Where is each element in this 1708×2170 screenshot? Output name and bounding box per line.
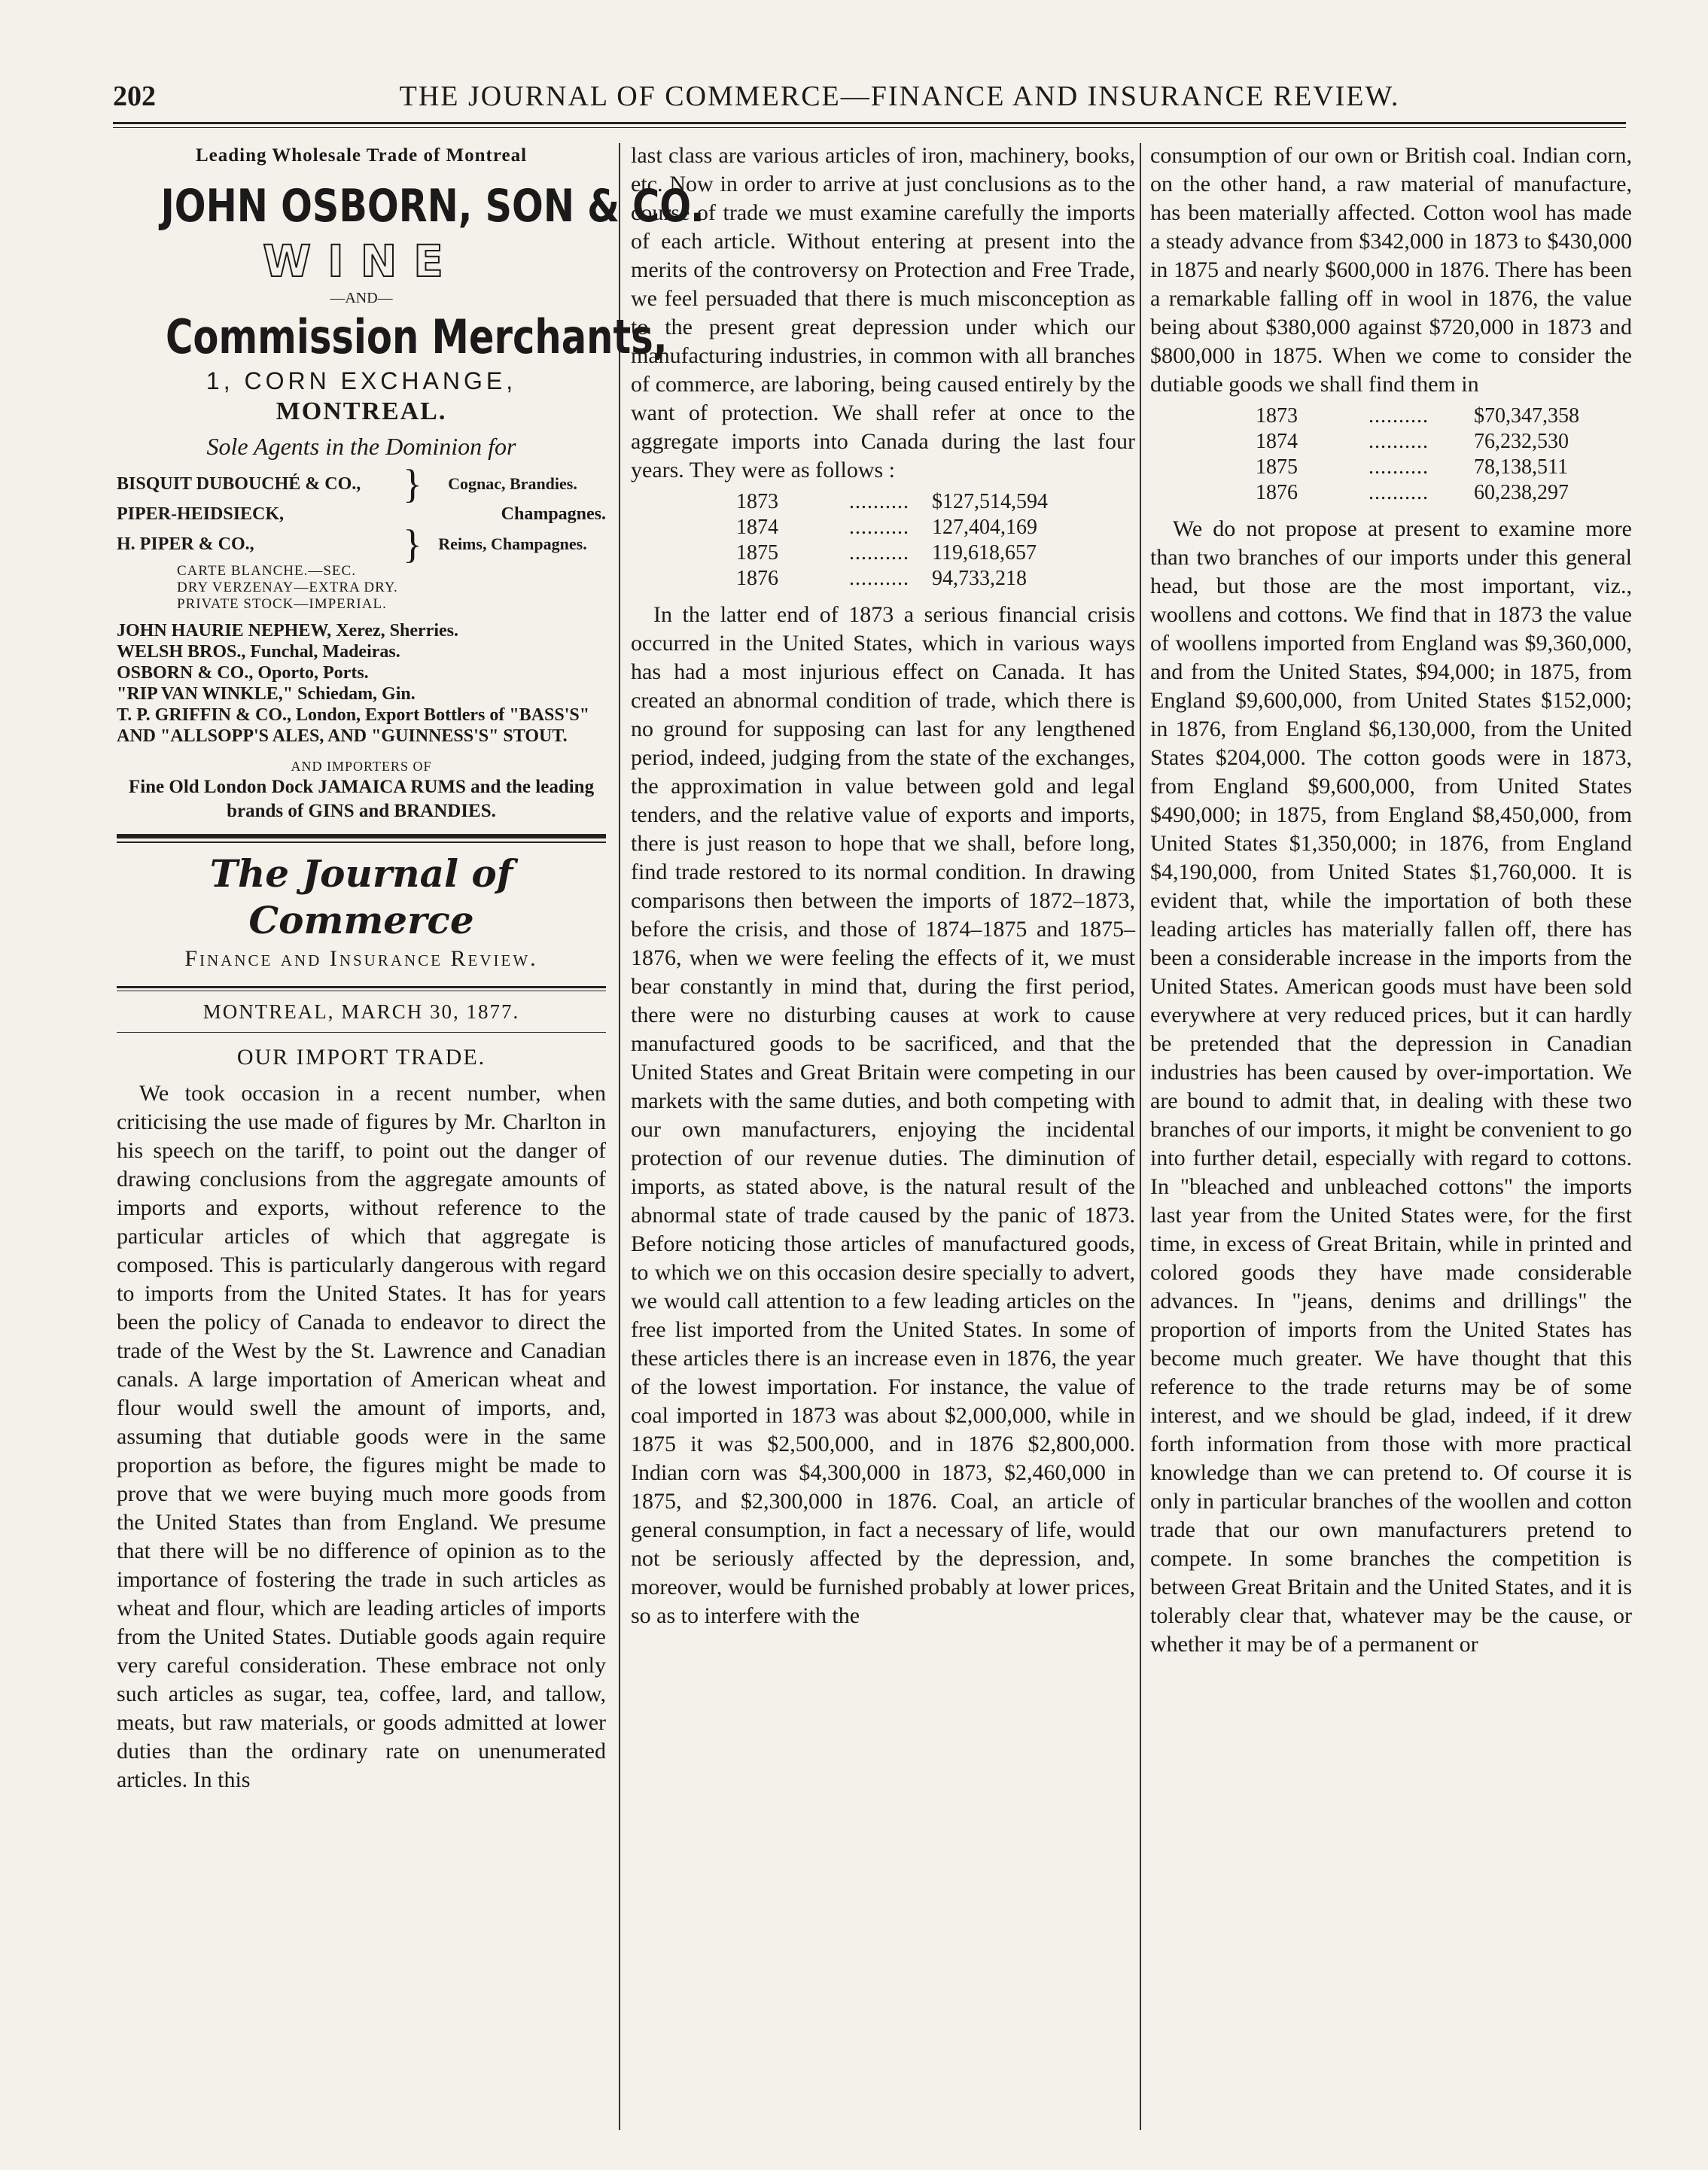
table-row [1256,429,1632,455]
table-year: 1876 [736,567,778,590]
dutiable-goods-table [1150,403,1632,506]
ad-city: MONTREAL. [276,397,447,425]
ad-rule [117,842,606,843]
sub-brand: PRIVATE STOCK—IMPERIAL. [177,596,387,612]
page-number: 202 [113,81,156,112]
table-leader: .......... [849,490,909,513]
ad-rule [117,834,606,838]
table-row [1256,480,1632,506]
table-leader: .......... [1369,404,1429,428]
article-paragraph: last class are various articles of iron, machinery, books, etc. Now in order to arrive at just conclusions as to the course of trade we must examine carefully the imports of each article. Without entering at present into the merits of the controversy on Protection and Free Trade, we feel persuaded that there is much misconception as to the present great depression under which our manufacturing industries, in common with all branches of commerce, are laboring, being caused entirely by the want of protection. We shall refer at once to the aggregate imports into Canada during the last four years. They were as follows : [631,143,1135,482]
table-year: 1873 [1256,404,1298,428]
column-rule [1140,143,1141,2130]
dateline-rule [117,986,606,991]
brand-name: BISQUIT DUBOUCHÉ & CO., [117,474,361,494]
table-row [1256,403,1632,429]
brand-kind: Champagnes. [501,504,606,524]
table-year: 1875 [736,541,778,565]
ad-agent: JOHN HAURIE NEPHEW, Xerez, Sherries. [117,621,458,641]
table-value: 127,404,169 [932,516,1037,539]
ad-and: —AND— [330,290,393,306]
ad-sole-agents: Sole Agents in the Dominion for [206,433,516,460]
table-year: 1874 [1256,430,1298,453]
ad-top-line: Leading Wholesale Trade of Montreal [195,145,528,166]
table-leader: .......... [849,541,909,565]
sub-brand: CARTE BLANCHE.—SEC. [177,563,356,579]
dateline-rule [117,1032,606,1033]
table-value: $70,347,358 [1474,404,1579,428]
brand-kind: Cognac, Brandies. [448,474,577,493]
column-1 [117,142,705,2136]
column-2 [631,142,1135,2136]
ad-agent: "RIP VAN WINKLE," Schiedam, Gin. [117,684,416,704]
ad-address: 1, CORN EXCHANGE, [206,367,517,394]
masthead-subtitle: Finance and Insurance Review. [184,946,538,971]
brand-kind: Reims, Champagnes. [438,534,587,553]
table-row [736,515,1135,540]
column-3 [1150,142,1632,2136]
article-paragraph: consumption of our own or British coal. Indian corn, on the other hand, a raw material of manufacture, has been materially affected. Cotton wool has made a steady advance from $342,000 in 1873 to $430,000 in 1875 and nearly $600,000 in 1876. There has been a remarkable falling off in wool in 1876, the value being about $380,000 against $720,000 in 1873 and $800,000 in 1875. When we come to consider the dutiable goods we shall find them in [1150,143,1632,397]
ad-fine-old: Fine Old London Dock JAMAICA RUMS and the leading brands of GINS and BRANDIES. [128,777,595,821]
article-title: OUR IMPORT TRADE. [236,1045,486,1070]
brace-icon: } [403,522,422,567]
table-value: 60,238,297 [1474,481,1569,504]
aggregate-imports-table [631,489,1135,592]
table-year: 1874 [736,516,778,539]
ad-brand [117,503,606,525]
table-value: 94,733,218 [932,567,1027,590]
dateline: MONTREAL, MARCH 30, 1877. [202,1000,520,1023]
brand-name: PIPER-HEIDSIECK, [117,504,285,524]
ad-agent: OSBORN & CO., Oporto, Ports. [117,663,369,683]
brand-name: H. PIPER & CO., [117,534,254,554]
masthead-title: The Journal of Commerce [209,851,513,942]
article-paragraph: We took occasion in a recent number, when criticising the use made of figures by Mr. Charlton in his speech on the tariff, to point out the danger of drawing conclusions from the aggregate amounts of imports and exports, without reference to the particular articles of which that aggregate is composed. This is particularly dangerous with regard to imports from the United States. It has for years been the policy of Canada to endeavor to direct the trade of the West by the St. Lawrence and Canadian canals. A large importation of American wheat and flour would swell the amount of imports, and, assuming that dutiable goods were in the same proportion as before, the figures might be made to prove that we were buying much more goods from the United States than from England. We presume that there will be no difference of opinion as to the importance of fostering the trade in such articles as wheat and flour, which are leading articles of imports from the United States. Dutiable goods again require very careful consideration. These embrace not only such articles as sugar, tea, coffee, lard, and tallow, meats, but raw materials, or goods admitted at lower duties than the ordinary rate on unenumerated articles. In this [117,1081,606,1792]
column-rule [619,143,620,2130]
table-year: 1873 [736,490,778,513]
ad-merchants: Commission Merchants, [166,309,668,364]
ad-brand [117,522,606,567]
ad-wine: WINE [263,236,460,287]
table-year: 1876 [1256,481,1298,504]
table-row [736,489,1135,515]
page-header [113,75,1626,120]
header-rule [113,122,1626,128]
ad-importers: AND IMPORTERS OF [291,759,432,774]
table-leader: .......... [849,516,909,539]
table-row [736,540,1135,566]
table-row [1256,455,1632,480]
ad-brand [117,461,606,507]
table-value: $127,514,594 [932,490,1048,513]
ad-agent: WELSH BROS., Funchal, Madeiras. [117,642,400,662]
ad-agent: T. P. GRIFFIN & CO., London, Export Bottlers of "BASS'S" AND "ALLSOPP'S ALES, AND "GUINNESS'S" STOUT. [117,705,590,746]
table-leader: .......... [1369,455,1429,479]
table-value: 76,232,530 [1474,430,1569,453]
sub-brand: DRY VERZENAY—EXTRA DRY. [177,580,398,595]
article-paragraph: In the latter end of 1873 a serious financial crisis occurred in the United States, which in various ways has had a most injurious effect on Canada. It has created an abnormal condition of trade, which there is no ground for supposing can last for any lengthened period, indeed, judging from the state of the exchanges, the approximation in value between gold and legal tenders, and the relative value of exports and imports, there is just reason to hope that we shall, before long, find trade restored to its normal condition. In drawing comparisons then between the imports of 1872–1873, before the crisis, and those of 1874–1875 and 1875–1876, when we were feeling the effects of it, we must bear constantly in mind that, during the first period, there were no disturbing causes at work to cause manufactured goods to be sacrificed, and that the United States and Great Britain were competing in our markets with the same duties, and both competing with our own manufacturers, enjoying the incidental protection of our revenue duties. The diminution of imports, as stated above, is the natural result of the abnormal state of trade caused by the panic of 1873. Before noticing those articles of manufactured goods, to which we on this occasion desire specially to advert, we would call attention to a few leading articles on the free list imported from the United States. In some of these articles there is an increase even in 1876, the year of the lowest importation. For instance, the value of coal imported in 1873 was about $2,000,000, while in 1875 it was $2,500,000, and in 1876 $2,800,000. Indian corn was $4,300,000 in 1873, $2,460,000 in 1875, and $2,300,000 in 1876. Coal, an article of general consumption, in fact a necessary of life, would not be seriously affected by the depression, and, moreover, would be furnished probably at lower prices, so as to interfere with the [631,602,1135,1628]
table-leader: .......... [1369,430,1429,453]
article-paragraph: We do not propose at present to examine more than two branches of our imports under this general head, but those are the most important, viz., woollens and cottons. We find that in 1873 the value of woollens imported from England was $9,360,000, and from the United States, $94,000; in 1875, from England $9,600,000, from United States $152,000; in 1876, from England $6,130,000, from the United States $204,000. The cotton goods were in 1873, from England $9,600,000, from United States $490,000; in 1875, from England $8,450,000, from United States $1,350,000; in 1876, from England $4,190,000, from United States $1,760,000. It is evident that, while the importation of both these leading articles has materially fallen off, there has been a considerable increase in the imports from the United States. American goods must have been sold everywhere at very reduced prices, but it can hardly be pretended that the depression in Canadian industries has been caused by over-importation. We are bound to admit that, in dealing with these two branches of our imports, it might be convenient to go into further detail, especially with regard to cottons. In "bleached and unbleached cottons" the imports last year from the United States were, for the first time, in excess of Great Britain, while in printed and colored goods they have made considerable advances. In "jeans, denims and drillings" the proportion of imports from the United States has become much greater. We have thought that this reference to the trade returns may be of some interest, and we should be glad, indeed, if it drew forth information from those with more practical knowledge than we can pretend to. Of course it is only in particular branches of the woollen and cotton trade that our own manufacturers pretend to compete. In some branches the competition is between Great Britain and the United States, and it is tolerably clear that, whatever may be the cause, or whether it may be of a permanent or [1150,516,1632,1657]
table-year: 1875 [1256,455,1298,479]
running-head: THE JOURNAL OF COMMERCE—FINANCE AND INSURANCE REVIEW. [399,81,1400,112]
advertisement [117,142,705,823]
table-value: 78,138,511 [1474,455,1568,479]
ad-firm-name: JOHN OSBORN, SON & CO. [160,180,705,233]
table-leader: .......... [1369,481,1429,504]
brace-icon: } [403,461,422,507]
table-row [736,566,1135,592]
table-value: 119,618,657 [932,541,1037,565]
table-leader: .......... [849,567,909,590]
